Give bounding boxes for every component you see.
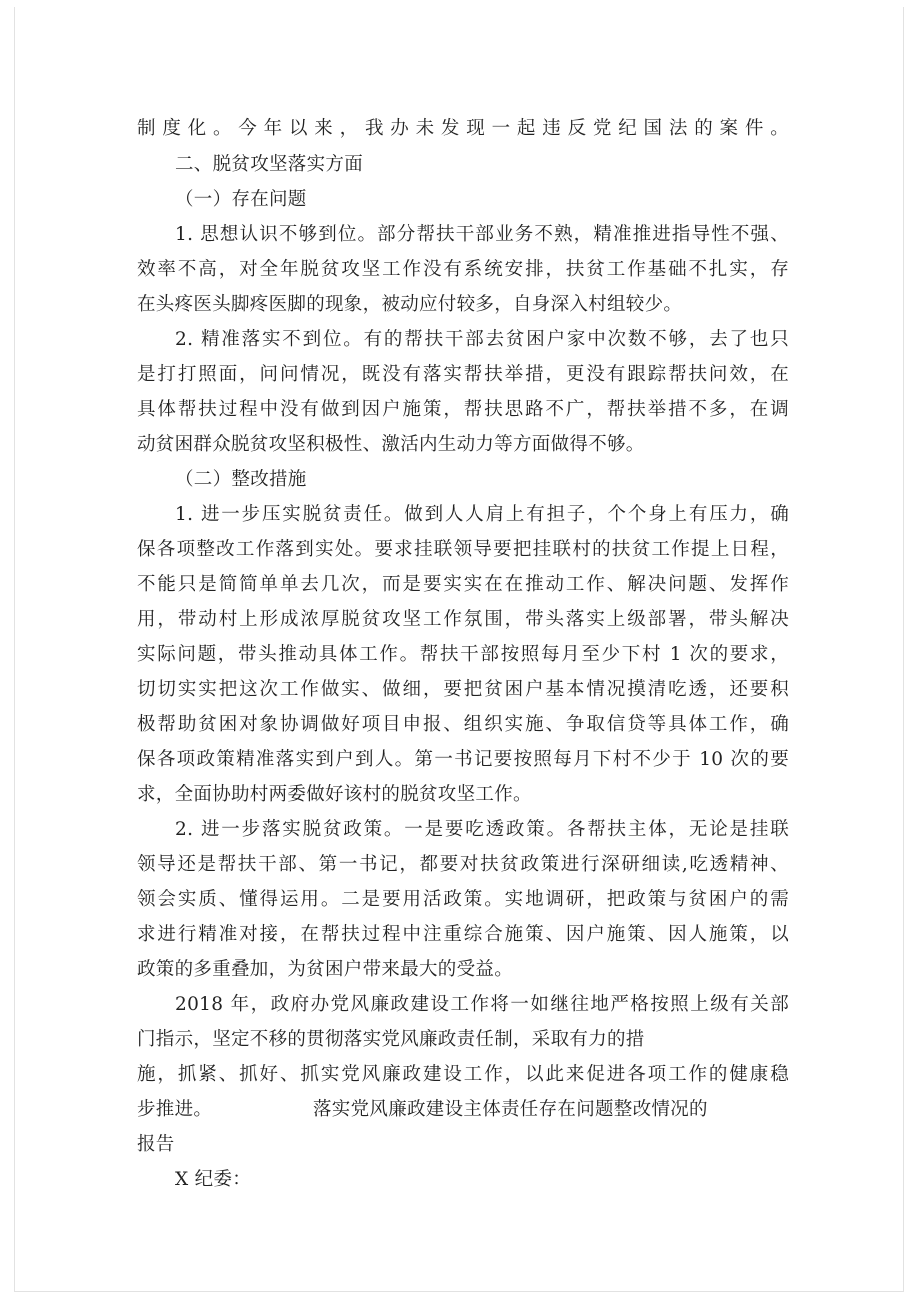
text-line: 是打打照面，问问情况，既没有落实帮扶举措，更没有跟踪帮扶问效，在 — [137, 364, 789, 385]
text-line: 求，全面协助村两委做好该村的脱贫攻坚工作。 — [137, 784, 532, 805]
text-line: 求进行精准对接，在帮扶过程中注重综合施策、因户施策、因人施策，以 — [137, 924, 789, 945]
text-line: 动贫困群众脱贫攻坚积极性、激活内生动力等方面做得不够。 — [137, 434, 645, 455]
text-line: 政策的多重叠加，为贫困户带来最大的受益。 — [137, 959, 514, 980]
text-line: 1. 进一步压实脱贫责任。做到人人肩上有担子，个个身上有压力，确 — [175, 504, 789, 525]
text-line: 极帮助贫困对象协调做好项目申报、组织实施、争取信贷等具体工作，确 — [137, 714, 789, 735]
text-line: 领会实质、懂得运用。二是要用活政策。实地调研，把政策与贫困户的需 — [137, 889, 789, 910]
text-line: 2. 进一步落实脱贫政策。一是要吃透政策。各帮扶主体，无论是挂联 — [175, 819, 789, 840]
text-line: 步推进。 — [137, 1099, 213, 1120]
text-line: 保各项整改工作落到实处。要求挂联领导要把挂联村的扶贫工作提上日程， — [137, 539, 789, 560]
text-line: 施，抓紧、抓好、抓实党风廉政建设工作，以此来促进各项工作的健康稳 — [137, 1064, 789, 1085]
text-line: 用，带动村上形成浓厚脱贫攻坚工作氛围，带头落实上级部署，带头解决 — [137, 609, 789, 630]
section-heading: 二、脱贫攻坚落实方面 — [175, 154, 364, 175]
text-line: 在头疼医头脚疼医脚的现象，被动应付较多，自身深入村组较少。 — [137, 294, 683, 315]
salutation: X 纪委： — [175, 1169, 252, 1190]
text-line: 门指示，坚定不移的贯彻落实党风廉政责任制，采取有力的措 — [137, 1029, 645, 1050]
text-line: 制度化。今年以来，我办未发现一起违反党纪国法的案件。 — [137, 118, 789, 139]
text-line: 2018 年，政府办党风廉政建设工作将一如继往地严格按照上级有关部 — [175, 994, 789, 1015]
subsection-heading: （一）存在问题 — [175, 189, 307, 210]
subsection-heading: （二）整改措施 — [175, 469, 307, 490]
report-title: 落实党风廉政建设主体责任存在问题整改情况的 — [313, 1099, 708, 1120]
report-title-continued: 报告 — [137, 1134, 175, 1155]
text-line: 具体帮扶过程中没有做到因户施策，帮扶思路不广，帮扶举措不多，在调 — [137, 399, 789, 420]
text-line: 切切实实把这次工作做实、做细，要把贫困户基本情况摸清吃透，还要积 — [137, 679, 789, 700]
text-line: 2. 精准落实不到位。有的帮扶干部去贫困户家中次数不够，去了也只 — [175, 329, 789, 350]
text-line: 1. 思想认识不够到位。部分帮扶干部业务不熟，精准推进指导性不强、 — [175, 224, 789, 245]
text-line: 领导还是帮扶干部、第一书记，都要对扶贫政策进行深研细读,吃透精神、 — [137, 854, 789, 875]
text-line: 实际问题，带头推动具体工作。帮扶干部按照每月至少下村 1 次的要求， — [137, 644, 789, 665]
text-line: 不能只是简简单单去几次，而是要实实在在推动工作、解决问题、发挥作 — [137, 574, 789, 595]
text-line: 保各项政策精准落实到户到人。第一书记要按照每月下村不少于 10 次的要 — [137, 749, 789, 770]
text-line: 效率不高，对全年脱贫攻坚工作没有系统安排，扶贫工作基础不扎实，存 — [137, 259, 789, 280]
